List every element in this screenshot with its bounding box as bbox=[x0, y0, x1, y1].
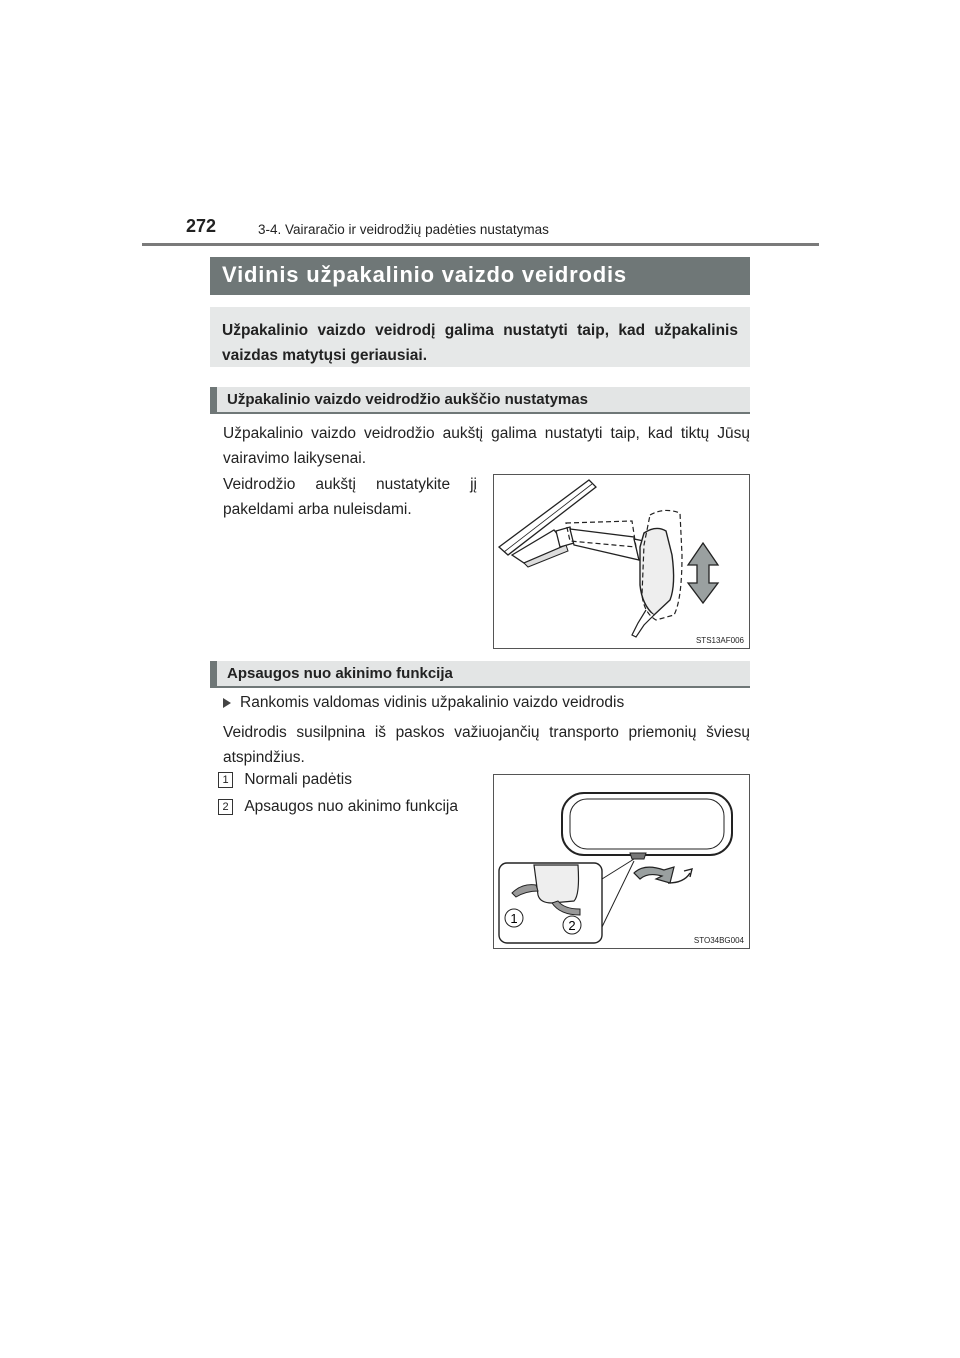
callout-2: 2 bbox=[568, 918, 576, 933]
figure-code: STO34BG004 bbox=[693, 936, 744, 945]
number-badge: 1 bbox=[218, 772, 233, 788]
list-item bbox=[218, 771, 352, 789]
anti-glare-paragraph: Veidrodis susilpnina iš paskos važiuojančių transporto priemonių šviesų atspindžius. bbox=[223, 724, 750, 766]
bullet-item bbox=[223, 694, 624, 712]
section-intro: Užpakalinio vaizdo veidrodį galima nustatyti taip, kad užpakalinis vaizdas matytųsi geriausiai. bbox=[210, 307, 750, 367]
figure-code: STS13AF006 bbox=[695, 636, 744, 645]
height-adjust-instruction: Veidrodžio aukštį nustatykite jį pakeldami arba nuleisdami. bbox=[223, 476, 477, 518]
callout-1: 1 bbox=[510, 911, 518, 926]
header-rule bbox=[142, 243, 819, 246]
mirror-height-illustration bbox=[494, 475, 749, 648]
list-item bbox=[218, 798, 458, 816]
number-badge: 2 bbox=[218, 799, 233, 815]
subheading-anti-glare: Apsaugos nuo akinimo funkcija bbox=[210, 661, 750, 688]
running-header: 3-4. Vairaračio ir veidrodžių padėties nustatymas bbox=[258, 222, 549, 237]
list-item-label: Normali padėtis bbox=[244, 771, 352, 788]
bullet-text: Rankomis valdomas vidinis užpakalinio vaizdo veidrodis bbox=[240, 694, 625, 711]
triangle-right-icon bbox=[223, 698, 231, 708]
anti-glare-illustration bbox=[494, 775, 749, 948]
page-number: 272 bbox=[186, 216, 217, 236]
subheading-height-adjust: Užpakalinio vaizdo veidrodžio aukščio nustatymas bbox=[210, 387, 750, 414]
figure-mirror-height bbox=[493, 474, 750, 649]
figure-anti-glare bbox=[493, 774, 750, 949]
section-title: Vidinis užpakalinio vaizdo veidrodis bbox=[210, 257, 750, 295]
height-adjust-paragraph: Užpakalinio vaizdo veidrodžio aukštį galima nustatyti taip, kad tiktų Jūsų vairavimo laikysenai. bbox=[223, 425, 750, 467]
list-item-label: Apsaugos nuo akinimo funkcija bbox=[244, 798, 458, 815]
